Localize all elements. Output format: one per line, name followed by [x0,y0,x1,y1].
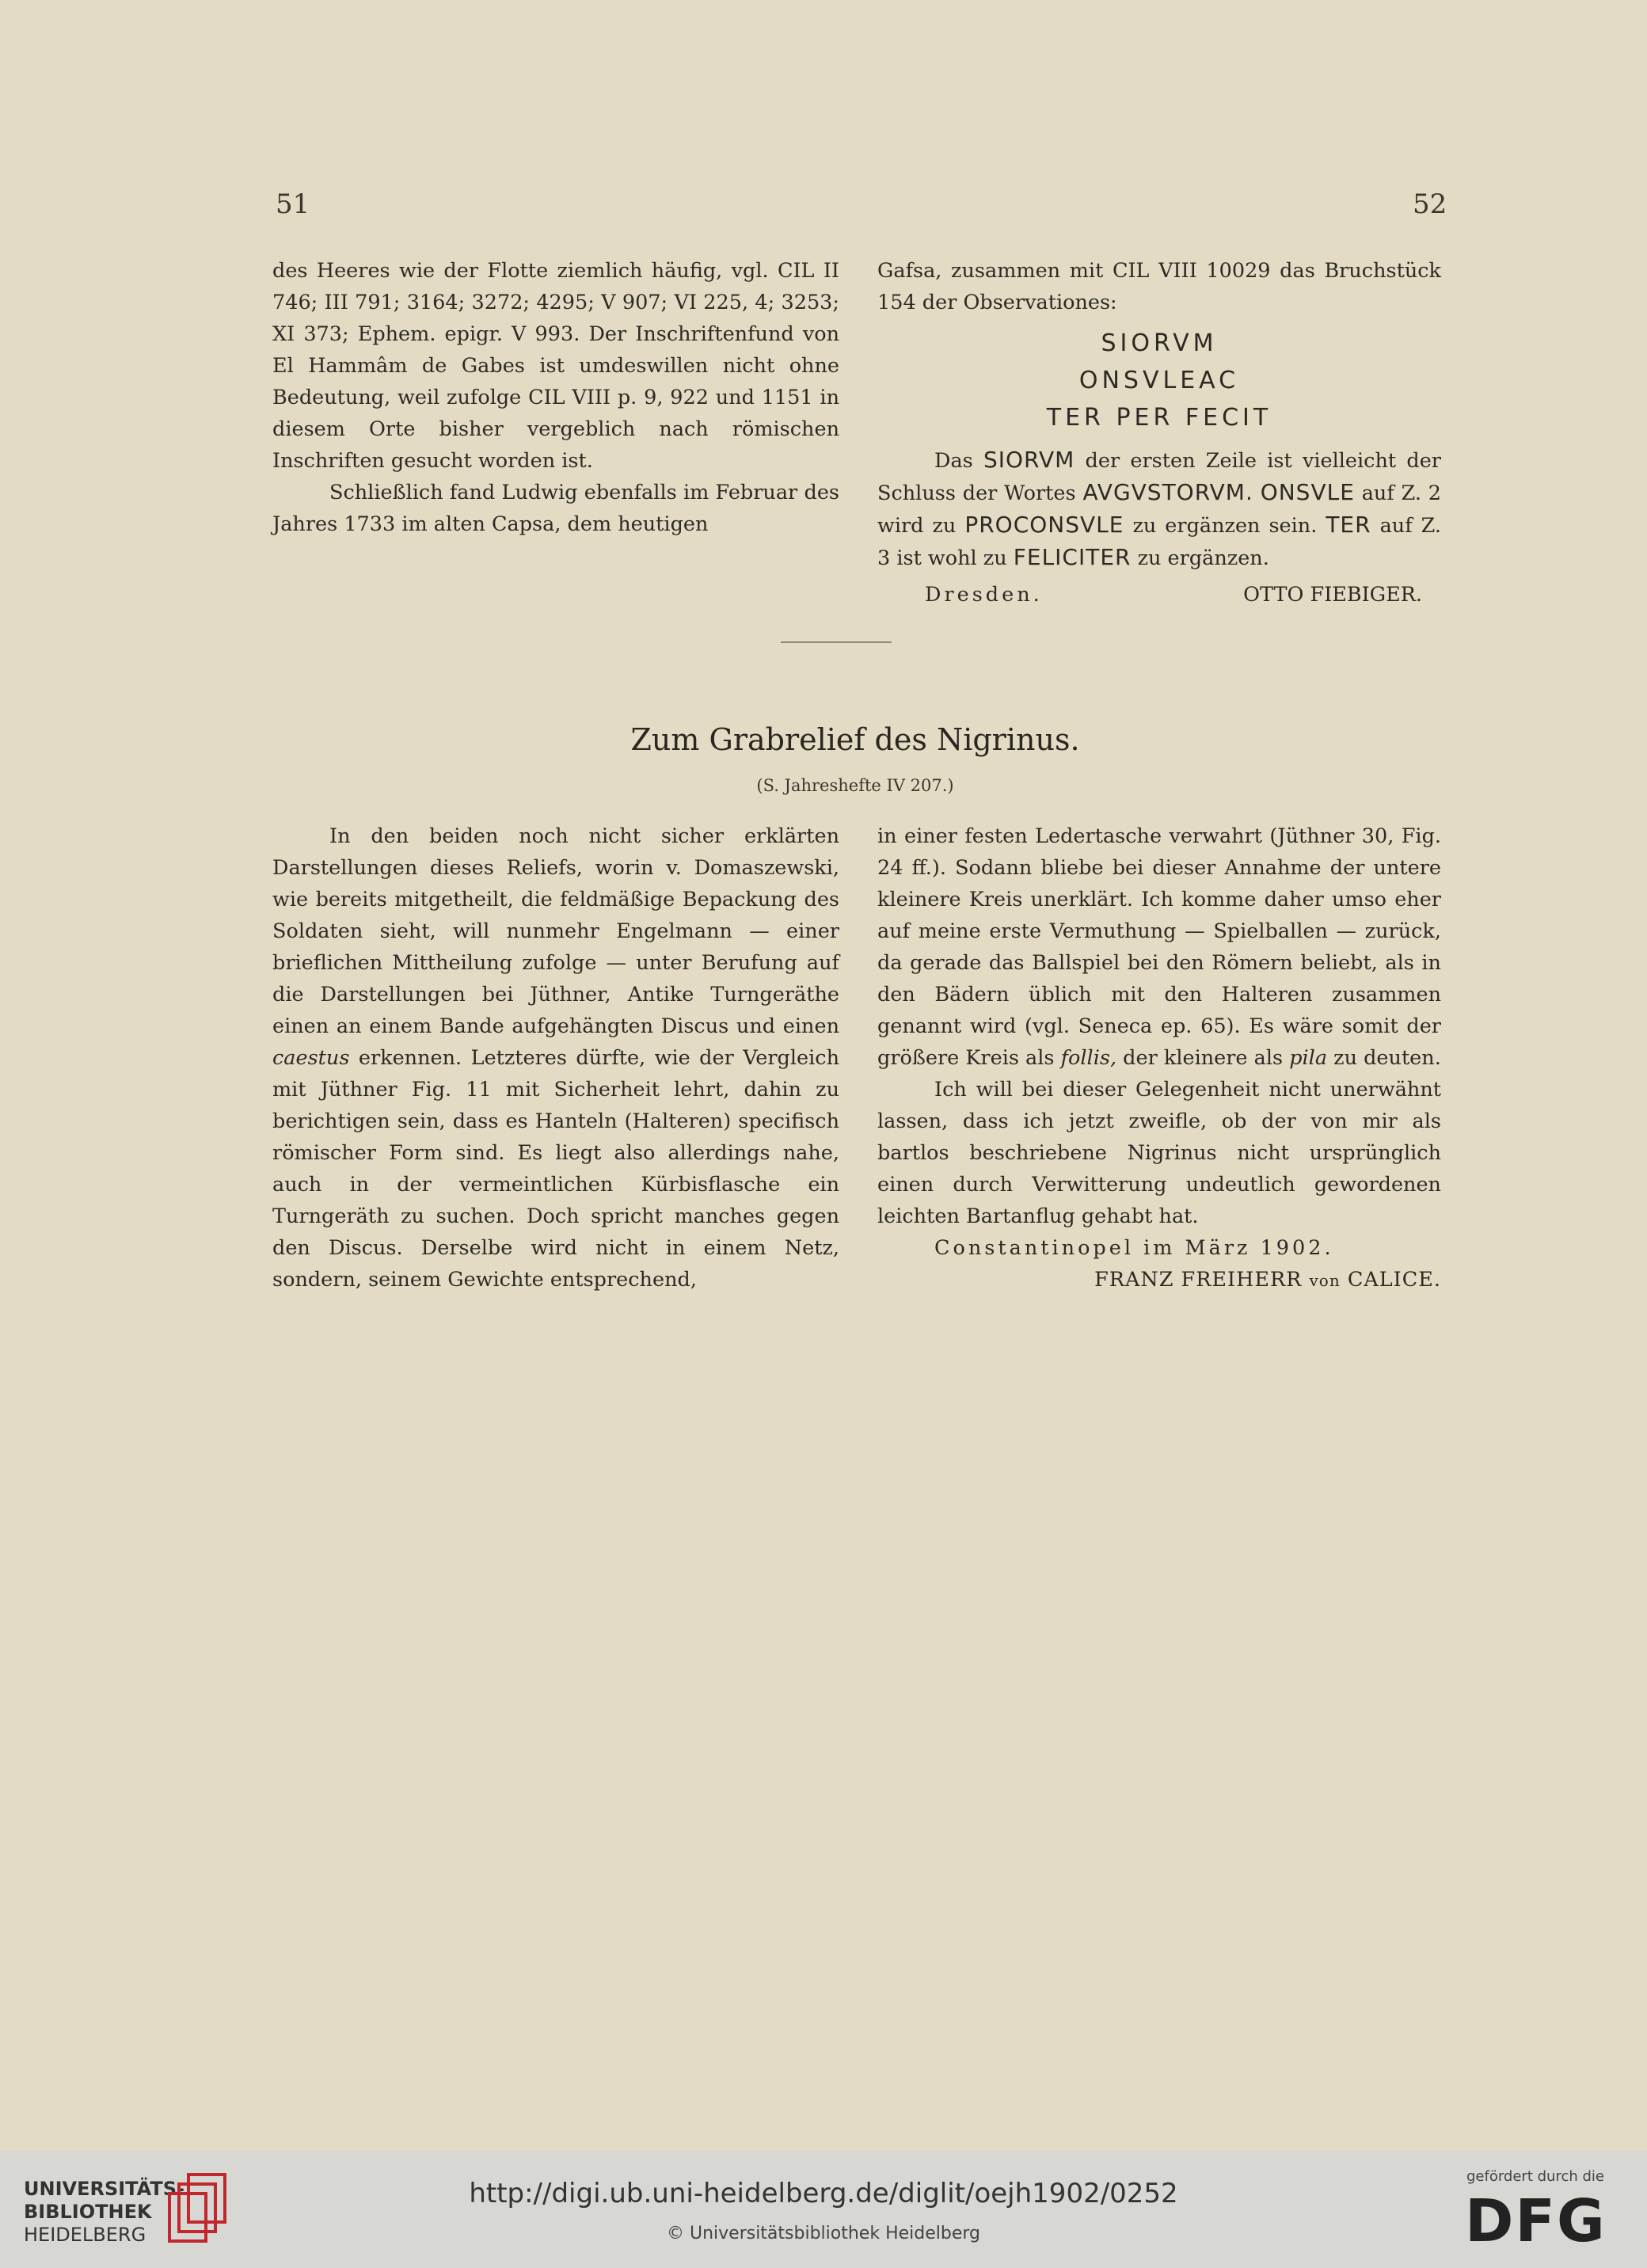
inscription [877,325,1441,436]
paragraph: Ich will bei dieser Gelegenheit nicht unerwähnt lassen, dass ich jetzt zweifle, ob der von mir als bartlos beschriebene Nigrinus nicht ursprünglich einen durch Verwitterung undeutlich gewordenen leichten Bartanflug gehabt hat. [877,1078,1441,1228]
top-right-column [877,255,1441,611]
copyright-notice: © Universitätsbibliothek Heidelberg [666,2224,980,2243]
dfg-logo: DFG [1465,2187,1607,2255]
page-number-right: 52 [1413,188,1447,220]
inscription-line: TER PER FECIT [1046,404,1272,432]
signature-author: FRANZ FREIHERR von CALICE. [1094,1268,1441,1292]
inscription-word: AVGVSTORVM. [1082,479,1253,505]
italic-term: follis, [1060,1046,1117,1070]
paragraph: in einer festen Ledertasche verwahrt (Jüthner 30, Fig. 24 ff.). Sodann bliebe bei dieser Annahme der untere kleinere Kreis unerklärt. Ich komme daher umso eher auf meine erste Vermuthung — Spielballen — zurück, da gerade das Ballspiel bei den Römern beliebt, als in den Bädern üblich mit den Halteren zusammen genannt wird (vgl. Seneca ep. 65). Es wäre somit der größere Kreis als follis, der kleinere als pila zu deuten. [877,824,1441,1070]
italic-term: pila [1289,1046,1328,1070]
top-left-column [272,255,839,540]
viewer-footer [0,2151,1647,2268]
paragraph: Gafsa, zusammen mit CIL VIII 10029 das Bruchstück 154 der Observationes: [877,259,1441,314]
funder-caption: gefördert durch die [1466,2168,1604,2185]
bottom-right-column [877,820,1441,1296]
signature-place: Dresden. [925,583,1043,607]
bottom-left-column [272,820,839,1296]
page-number-left: 51 [276,188,310,220]
signature-line [877,579,1441,611]
article-subtitle: (S. Jahreshefte IV 207.) [756,776,954,795]
paragraph: In den beiden noch nicht sicher erklärten Darstellungen dieses Reliefs, worin v. Domaszewski, wie bereits mitgetheilt, die feldmäßige Bepackung des Soldaten sieht, will nunmehr Engelmann — einer brieflichen Mittheilung zufolge — unter Berufung auf die Darstellungen bei Jüthner, Antike Turngeräthe einen an einem Bande aufgehängten Discus und einen caestus erkennen. Letzteres dürfte, wie der Vergleich mit Jüthner Fig. 11 mit Sicherheit lehrt, dahin zu berichtigen sein, dass es Hanteln (Halteren) specifisch römischer Form sind. Es liegt also allerdings nahe, auch in der vermeintlichen Kürbisflasche ein Turngeräth zu suchen. Doch spricht manches gegen den Discus. Derselbe wird nicht in einem Netz, sondern, seinem Gewichte entsprechend, [272,824,839,1292]
inscription-word: ONSVLE [1260,479,1355,505]
inscription-word: SIORVM [983,447,1075,473]
section-divider [781,641,892,643]
paragraph: Das SIORVM der ersten Zeile ist vielleicht der Schluss der Wortes AVGVSTORVM. ONSVLE auf Z. 2 wird zu PROCONSVLE zu ergänzen sein. TER auf Z. 3 ist wohl zu FELICITER zu ergänzen. [877,447,1442,570]
inscription-line: SIORVM [1101,329,1218,357]
document-link[interactable]: http://digi.ub.uni-heidelberg.de/diglit/oejh1902/0252 [469,2178,1178,2209]
library-name: UNIVERSITÄTS- BIBLIOTHEK HEIDELBERG [24,2178,185,2246]
inscription-line: ONSVLEAC [1078,367,1240,394]
signature-place: Constantinopel im März 1902. [934,1236,1334,1260]
italic-term: caestus [272,1046,350,1070]
article-title: Zum Grabrelief des Nigrinus. [630,722,1080,757]
signature-author: OTTO FIEBIGER. [1243,583,1422,607]
inscription-word: FELICITER [1013,544,1132,570]
paragraph: des Heeres wie der Flotte ziemlich häufig, vgl. CIL II 746; III 791; 3164; 3272; 4295; V 907; VI 225, 4; 3253; XI 373; Ephem. epigr. V 993. Der Inschriftenfund von El Hammâm de Gabes ist umdeswillen nicht ohne Bedeutung, weil zufolge CIL VIII p. 9, 922 und 1151 in diesem Orte bisher vergeblich nach römischen Inschriften gesucht worden ist. [272,259,839,473]
inscription-word: PROCONSVLE [964,512,1124,538]
inscription-word: TER [1326,512,1371,538]
paragraph: Schließlich fand Ludwig ebenfalls im Februar des Jahres 1733 im alten Capsa, dem heutigen [272,481,839,536]
